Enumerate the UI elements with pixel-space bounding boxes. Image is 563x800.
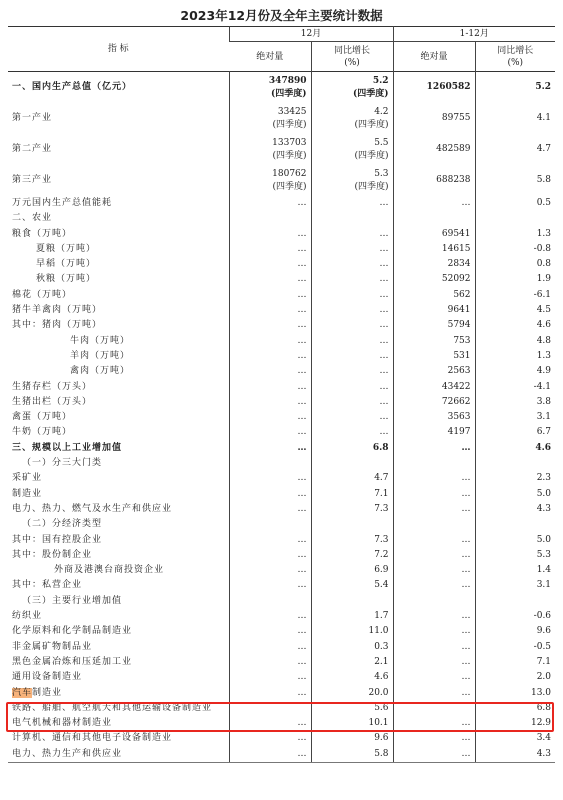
cell-m-yoy: 6.9	[311, 563, 393, 578]
cell-m-yoy: 1.7	[311, 609, 393, 624]
cell-m-abs: …	[229, 747, 311, 763]
table-row	[8, 211, 555, 226]
cell-m-yoy: 7.3	[311, 533, 393, 548]
cell-m-yoy: …	[311, 364, 393, 379]
table-row	[8, 242, 555, 257]
row-label: （一）分三大门类	[22, 458, 103, 469]
table-row	[8, 548, 555, 563]
cell-y-abs: …	[393, 533, 475, 548]
cell-y-yoy: 4.8	[475, 334, 555, 349]
cell-y-abs: …	[393, 487, 475, 502]
row-label	[8, 686, 229, 701]
cell-y-yoy: 5.8	[475, 165, 555, 196]
cell-y-yoy: 3.1	[475, 578, 555, 593]
table-row	[8, 410, 555, 425]
row-label: 棉花（万吨）	[12, 289, 73, 300]
cell-y-yoy: 4.5	[475, 303, 555, 318]
header-month-yoy: 同比增长 (%)	[311, 42, 393, 72]
cell-m-yoy: 7.3	[311, 502, 393, 517]
highlight-box	[6, 702, 554, 732]
header-indicator: 指 标	[107, 44, 129, 54]
highlighted-text: 汽车	[12, 687, 33, 698]
cell-m-abs: …	[229, 533, 311, 548]
header-month-abs: 绝对量	[229, 42, 311, 72]
cell-m-abs: …	[229, 380, 311, 395]
cell-y-yoy: -6.1	[475, 288, 555, 303]
cell-m-yoy: …	[311, 334, 393, 349]
cell-y-yoy: 2.0	[475, 670, 555, 685]
cell-m-abs: …	[229, 471, 311, 486]
row-label: 铁路、船舶、航空航天和其他运输设备制造业	[12, 702, 213, 713]
cell-m-abs: …	[229, 242, 311, 257]
cell-m-abs: …	[229, 410, 311, 425]
cell-y-abs: …	[393, 624, 475, 639]
table-row	[8, 72, 555, 104]
cell-y-yoy: 4.9	[475, 364, 555, 379]
cell-m-abs: 133703 (四季度)	[229, 134, 311, 165]
cell-y-yoy: 4.3	[475, 502, 555, 517]
cell-m-abs: 180762 (四季度)	[229, 165, 311, 196]
table-row	[8, 196, 555, 211]
cell-y-yoy: 5.3	[475, 548, 555, 563]
table-row	[8, 334, 555, 349]
cell-m-abs: …	[229, 257, 311, 272]
cell-y-abs	[393, 211, 475, 226]
table-row	[8, 288, 555, 303]
cell-m-yoy: …	[311, 318, 393, 333]
cell-y-abs: 753	[393, 334, 475, 349]
cell-y-yoy: 1.3	[475, 227, 555, 242]
cell-y-abs: 2563	[393, 364, 475, 379]
cell-m-abs: 33425 (四季度)	[229, 103, 311, 134]
cell-m-abs: …	[229, 563, 311, 578]
cell-m-yoy: …	[311, 380, 393, 395]
row-label: 秋粮（万吨）	[36, 274, 97, 285]
cell-m-abs: …	[229, 425, 311, 440]
cell-m-abs: 347890 (四季度)	[229, 72, 311, 104]
cell-m-yoy	[311, 211, 393, 226]
cell-y-abs: …	[393, 441, 475, 456]
row-label: 其中：猪肉（万吨）	[12, 320, 103, 331]
table-row	[8, 471, 555, 486]
row-label: 其中：私营企业	[12, 580, 83, 591]
cell-y-yoy: 4.3	[475, 747, 555, 763]
cell-y-abs: …	[393, 502, 475, 517]
cell-y-yoy: 5.0	[475, 533, 555, 548]
cell-y-abs: …	[393, 196, 475, 211]
cell-m-abs	[229, 594, 311, 609]
header-year-abs: 绝对量	[393, 42, 475, 72]
cell-m-abs: …	[229, 487, 311, 502]
row-label: 早稻（万吨）	[36, 259, 97, 270]
cell-y-yoy: -0.8	[475, 242, 555, 257]
cell-y-abs: …	[393, 578, 475, 593]
cell-y-abs: 562	[393, 288, 475, 303]
table-row	[8, 594, 555, 609]
table-row	[8, 165, 555, 196]
row-label: 计算机、通信和其他电子设备制造业	[12, 733, 173, 744]
row-label: 粮食（万吨）	[12, 228, 73, 239]
row-label: 二、农业	[12, 213, 53, 224]
table-row	[8, 563, 555, 578]
cell-y-abs: …	[393, 471, 475, 486]
row-label: 非金属矿物制品业	[12, 641, 93, 652]
table-row	[8, 380, 555, 395]
cell-m-yoy: …	[311, 196, 393, 211]
cell-y-yoy: 1.3	[475, 349, 555, 364]
table-row	[8, 502, 555, 517]
row-label: （三）主要行业增加值	[22, 595, 123, 606]
cell-y-abs	[393, 594, 475, 609]
cell-y-yoy: 0.8	[475, 257, 555, 272]
table-row	[8, 624, 555, 639]
cell-y-abs: 52092	[393, 272, 475, 287]
row-label: 猪牛羊禽肉（万吨）	[12, 305, 103, 316]
cell-m-abs	[229, 456, 311, 471]
cell-y-yoy: 4.1	[475, 103, 555, 134]
cell-y-yoy: 3.1	[475, 410, 555, 425]
cell-m-yoy: …	[311, 288, 393, 303]
cell-m-abs: …	[229, 395, 311, 410]
cell-y-yoy: 1.4	[475, 563, 555, 578]
table-row	[8, 318, 555, 333]
row-label: 采矿业	[12, 473, 43, 484]
cell-m-yoy	[311, 517, 393, 532]
table-row	[8, 395, 555, 410]
cell-y-yoy: 5.2	[475, 72, 555, 104]
row-label: 制造业	[12, 488, 43, 499]
cell-m-abs: …	[229, 364, 311, 379]
row-label: 牛奶（万吨）	[12, 427, 73, 438]
table-row	[8, 272, 555, 287]
cell-y-abs: 3563	[393, 410, 475, 425]
row-label: 一、国内生产总值（亿元）	[12, 82, 133, 92]
cell-y-abs: …	[393, 655, 475, 670]
cell-y-abs: 9641	[393, 303, 475, 318]
cell-y-abs: 69541	[393, 227, 475, 242]
row-label: 黑色金属冶炼和压延加工业	[12, 656, 133, 667]
table-row	[8, 747, 555, 763]
cell-y-yoy: 2.3	[475, 471, 555, 486]
cell-m-yoy: …	[311, 257, 393, 272]
cell-m-abs: …	[229, 196, 311, 211]
cell-m-abs	[229, 211, 311, 226]
cell-y-yoy	[475, 517, 555, 532]
header-year-yoy: 同比增长 (%)	[475, 42, 555, 72]
cell-m-abs: …	[229, 349, 311, 364]
cell-m-yoy: 7.2	[311, 548, 393, 563]
cell-m-abs: …	[229, 318, 311, 333]
cell-y-yoy: 5.0	[475, 487, 555, 502]
row-label: 夏粮（万吨）	[36, 243, 97, 254]
cell-m-yoy: 7.1	[311, 487, 393, 502]
cell-y-abs: 72662	[393, 395, 475, 410]
cell-y-yoy: 0.5	[475, 196, 555, 211]
cell-m-abs: …	[229, 686, 311, 701]
cell-m-yoy: …	[311, 227, 393, 242]
table-row	[8, 257, 555, 272]
cell-m-yoy: 4.7	[311, 471, 393, 486]
table-row	[8, 609, 555, 624]
cell-y-yoy	[475, 594, 555, 609]
cell-m-abs: …	[229, 624, 311, 639]
row-label: 通用设备制造业	[12, 672, 83, 683]
row-label: 生猪存栏（万头）	[12, 381, 93, 392]
table-row	[8, 134, 555, 165]
row-label: 其中：股份制企业	[12, 549, 93, 560]
cell-m-abs: …	[229, 502, 311, 517]
row-label: 羊肉（万吨）	[70, 350, 131, 361]
cell-y-abs: …	[393, 640, 475, 655]
cell-m-yoy: …	[311, 303, 393, 318]
cell-y-yoy: 9.6	[475, 624, 555, 639]
row-label: 电气机械和器材制造业	[12, 718, 113, 729]
table-row	[8, 227, 555, 242]
cell-y-abs: 4197	[393, 425, 475, 440]
row-label: 第一产业	[12, 113, 53, 123]
row-label: 外商及港澳台商投资企业	[54, 565, 165, 576]
row-label: 三、规模以上工业增加值	[12, 442, 123, 453]
row-label: 第二产业	[12, 144, 53, 154]
row-label: 生猪出栏（万头）	[12, 396, 93, 407]
cell-m-yoy: 4.6	[311, 670, 393, 685]
row-label: 电力、热力、燃气及水生产和供应业	[12, 503, 173, 514]
cell-m-yoy: 20.0	[311, 686, 393, 701]
table-row	[8, 533, 555, 548]
page-title: 2023年12月份及全年主要统计数据	[180, 8, 383, 23]
header-year-group: 1-12月	[393, 27, 555, 42]
cell-m-yoy: 11.0	[311, 624, 393, 639]
cell-m-yoy: 5.8	[311, 747, 393, 763]
cell-y-yoy: 6.7	[475, 425, 555, 440]
cell-y-abs: 531	[393, 349, 475, 364]
cell-m-yoy: 5.5 (四季度)	[311, 134, 393, 165]
table-row	[8, 686, 555, 701]
cell-m-abs: …	[229, 334, 311, 349]
cell-m-abs: …	[229, 731, 311, 746]
cell-m-abs: …	[229, 303, 311, 318]
cell-y-yoy: -0.5	[475, 640, 555, 655]
table-row	[8, 456, 555, 471]
cell-m-yoy: 5.4	[311, 578, 393, 593]
cell-y-yoy: 4.6	[475, 441, 555, 456]
cell-m-yoy: 6.8	[311, 441, 393, 456]
row-label: 化学原料和化学制品制造业	[12, 626, 133, 637]
cell-y-yoy: 1.9	[475, 272, 555, 287]
row-label: 第三产业	[12, 175, 53, 185]
cell-y-abs: …	[393, 609, 475, 624]
cell-y-abs: 14615	[393, 242, 475, 257]
cell-m-abs	[229, 517, 311, 532]
row-label: 禽肉（万吨）	[70, 366, 131, 377]
cell-y-abs: 43422	[393, 380, 475, 395]
table-row	[8, 103, 555, 134]
cell-y-yoy: 12.9	[475, 716, 555, 731]
cell-y-yoy	[475, 456, 555, 471]
row-label: 纺织业	[12, 611, 43, 622]
cell-y-abs	[393, 456, 475, 471]
cell-m-yoy: …	[311, 242, 393, 257]
table-row	[8, 670, 555, 685]
cell-y-abs: 2834	[393, 257, 475, 272]
cell-m-yoy: 5.2 (四季度)	[311, 72, 393, 104]
cell-m-yoy: …	[311, 395, 393, 410]
cell-y-abs: 1260582	[393, 72, 475, 104]
cell-m-yoy: 9.6	[311, 731, 393, 746]
cell-m-abs: …	[229, 441, 311, 456]
cell-m-yoy: …	[311, 410, 393, 425]
cell-y-yoy: 6.8	[475, 701, 555, 716]
row-label: 牛肉（万吨）	[70, 335, 131, 346]
cell-y-abs: …	[393, 731, 475, 746]
row-label: 电力、热力生产和供应业	[8, 747, 229, 763]
cell-y-yoy	[475, 211, 555, 226]
cell-y-yoy: 3.4	[475, 731, 555, 746]
cell-m-abs: …	[229, 655, 311, 670]
cell-m-yoy: …	[311, 425, 393, 440]
table-row	[8, 441, 555, 456]
cell-m-yoy: …	[311, 272, 393, 287]
cell-y-abs: …	[393, 563, 475, 578]
cell-m-yoy: 5.3 (四季度)	[311, 165, 393, 196]
table-row	[8, 487, 555, 502]
cell-m-yoy: 5.6	[311, 701, 393, 716]
cell-m-yoy	[311, 456, 393, 471]
cell-y-abs: 482589	[393, 134, 475, 165]
cell-m-abs: …	[229, 227, 311, 242]
cell-m-abs: …	[229, 288, 311, 303]
cell-m-abs: …	[229, 548, 311, 563]
table-row	[8, 731, 555, 746]
table-row	[8, 517, 555, 532]
table-row	[8, 640, 555, 655]
cell-m-yoy	[311, 594, 393, 609]
table-row	[8, 578, 555, 593]
table-row	[8, 364, 555, 379]
table-row	[8, 655, 555, 670]
cell-m-abs: …	[229, 670, 311, 685]
cell-m-abs: …	[229, 640, 311, 655]
statistics-table	[8, 26, 555, 763]
cell-m-yoy: …	[311, 349, 393, 364]
cell-y-yoy: 7.1	[475, 655, 555, 670]
row-label-text: 制造业	[32, 687, 63, 698]
table-row	[8, 303, 555, 318]
row-label: 禽蛋（万吨）	[12, 412, 73, 423]
cell-m-yoy: 10.1	[311, 716, 393, 731]
row-label: 其中：国有控股企业	[12, 534, 103, 545]
cell-y-yoy: -4.1	[475, 380, 555, 395]
cell-y-yoy: 4.7	[475, 134, 555, 165]
cell-m-yoy: 4.2 (四季度)	[311, 103, 393, 134]
cell-y-abs: …	[393, 670, 475, 685]
cell-m-yoy: 2.1	[311, 655, 393, 670]
header-month-group: 12月	[229, 27, 393, 42]
cell-m-abs: …	[229, 578, 311, 593]
table-row	[8, 425, 555, 440]
cell-m-abs: …	[229, 272, 311, 287]
row-label: 万元国内生产总值能耗	[12, 198, 113, 208]
cell-y-yoy: 13.0	[475, 686, 555, 701]
cell-y-abs: …	[393, 686, 475, 701]
cell-y-yoy: -0.6	[475, 609, 555, 624]
row-label: （二）分经济类型	[22, 519, 103, 530]
cell-y-yoy: 3.8	[475, 395, 555, 410]
cell-y-abs: 5794	[393, 318, 475, 333]
cell-m-abs: …	[229, 609, 311, 624]
cell-y-abs: 89755	[393, 103, 475, 134]
table-body	[8, 72, 555, 763]
table-row	[8, 349, 555, 364]
cell-m-abs: …	[229, 716, 311, 731]
cell-y-abs: …	[393, 548, 475, 563]
cell-y-abs: …	[393, 716, 475, 731]
cell-y-yoy: 4.6	[475, 318, 555, 333]
cell-y-abs: 688238	[393, 165, 475, 196]
cell-m-yoy: 0.3	[311, 640, 393, 655]
cell-y-abs: …	[393, 747, 475, 763]
cell-y-abs	[393, 517, 475, 532]
